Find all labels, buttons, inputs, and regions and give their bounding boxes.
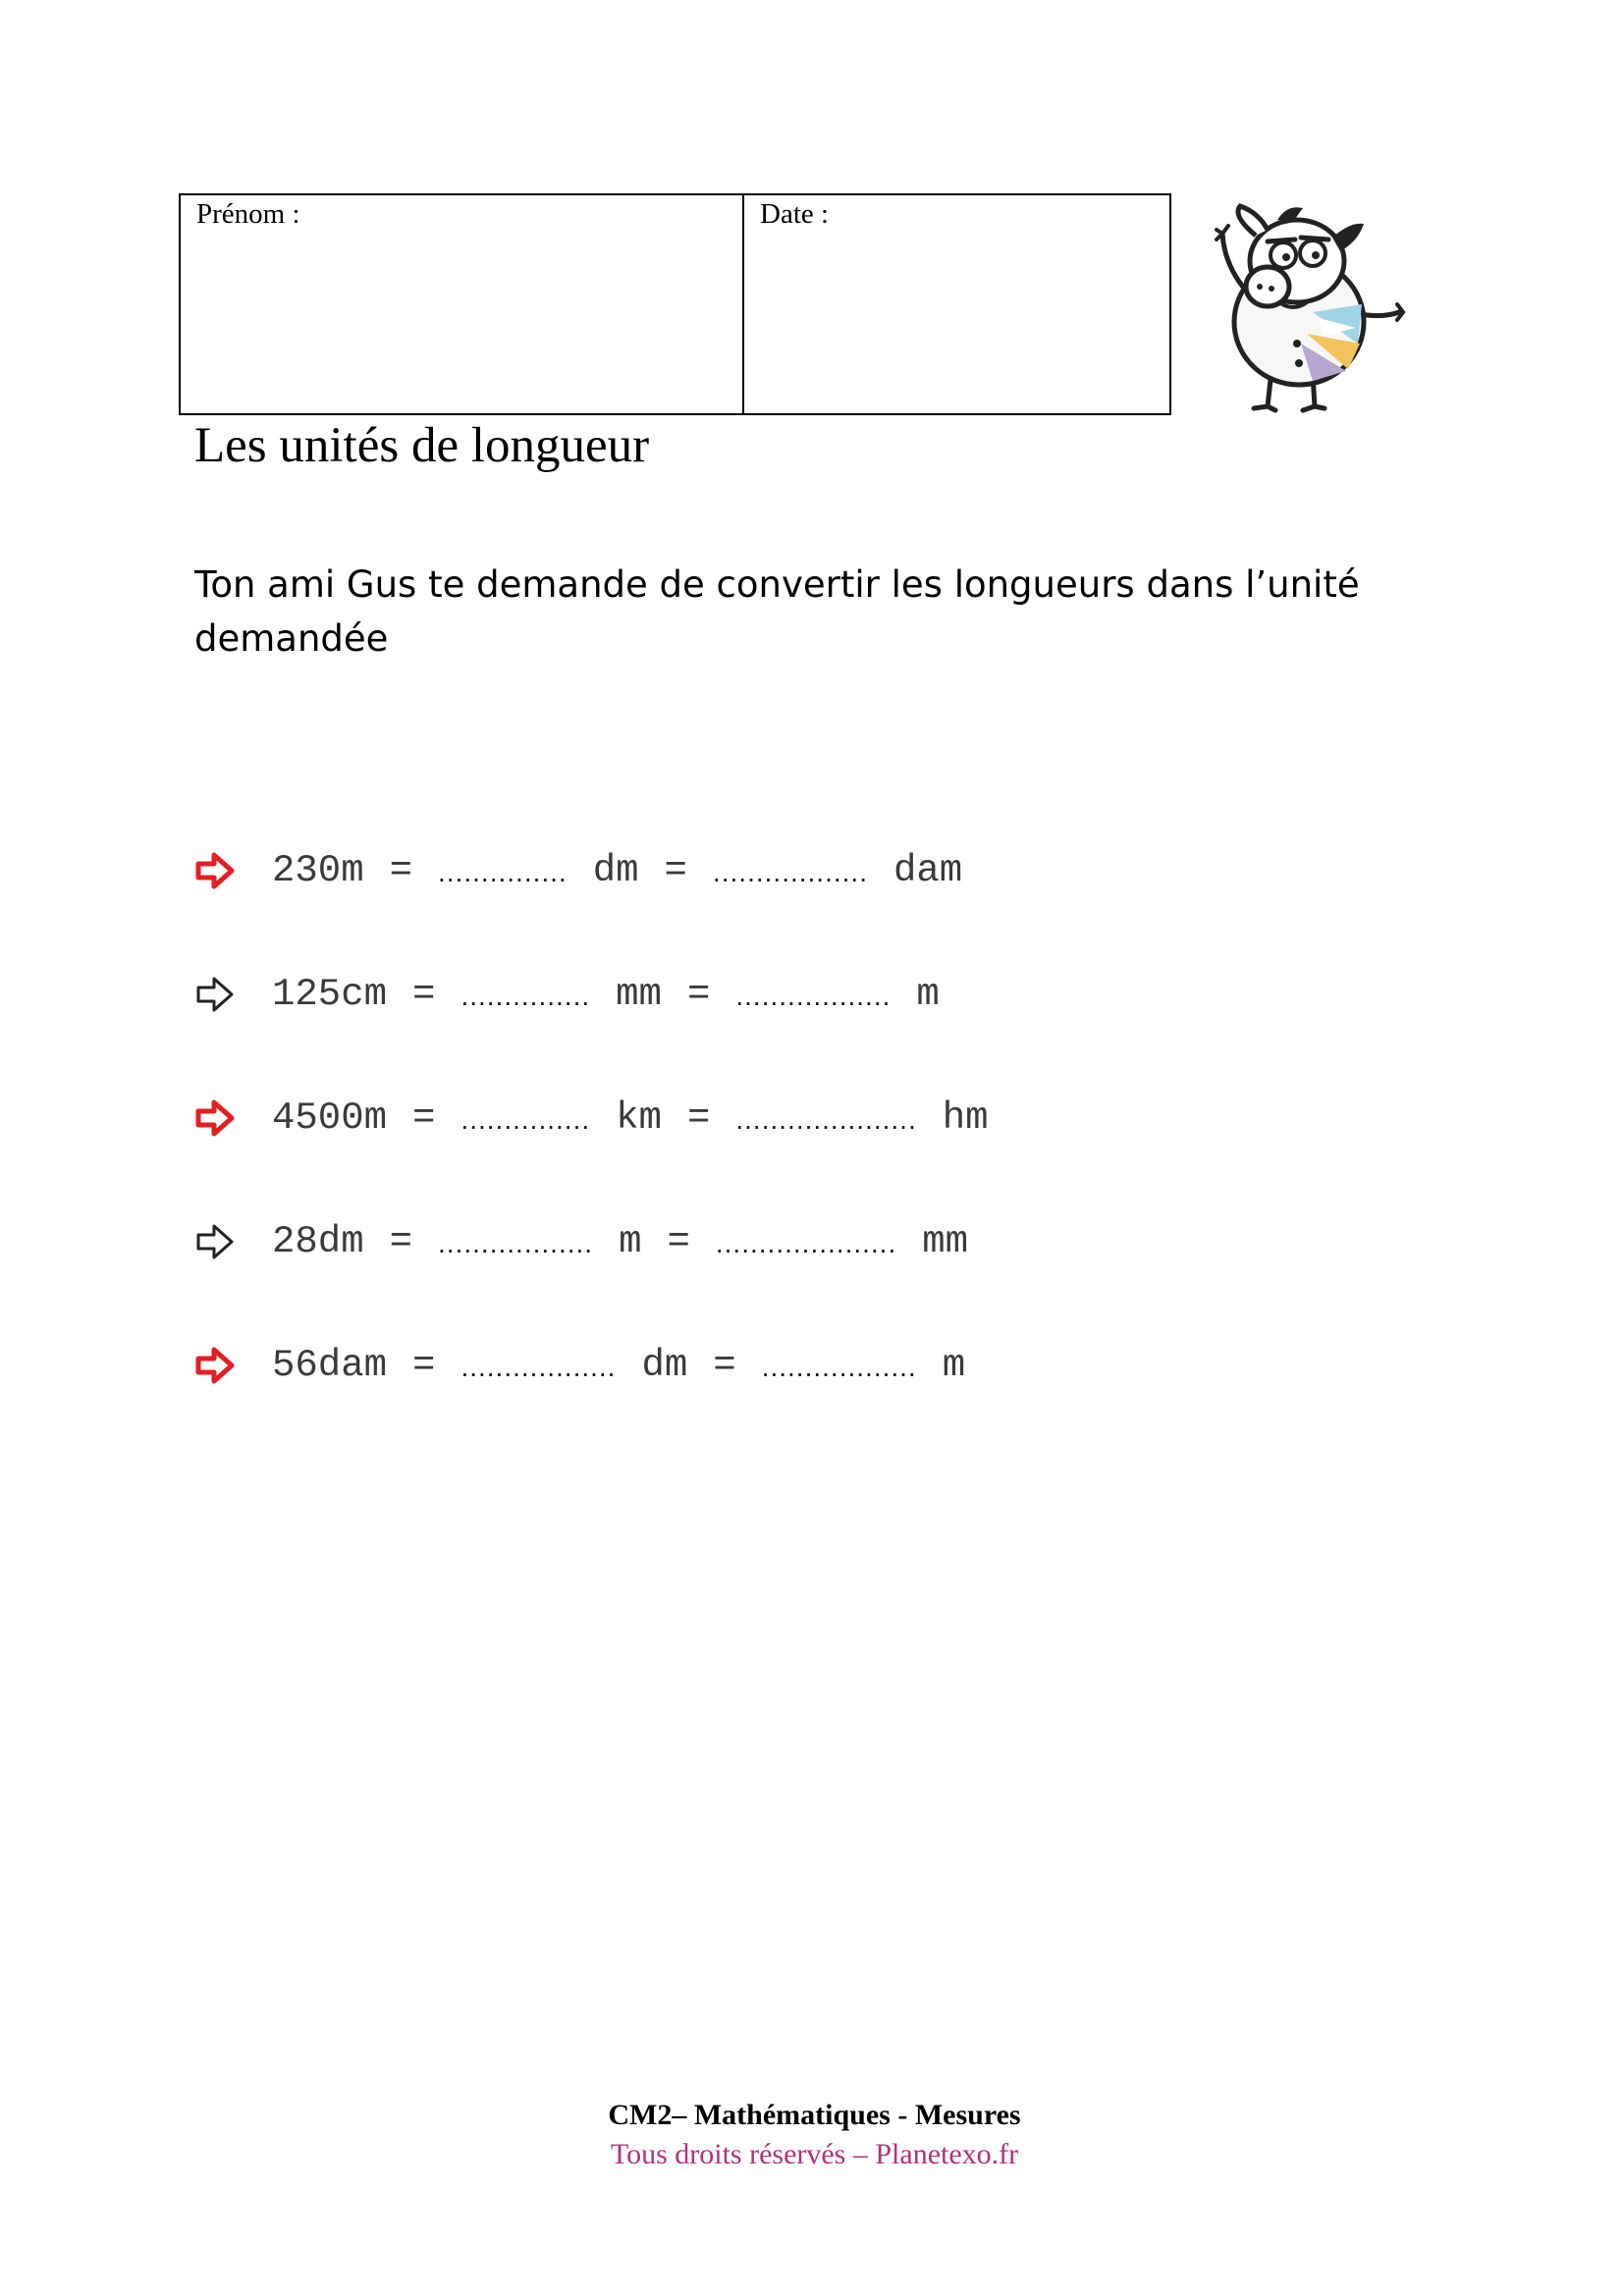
- target-unit-2: m: [916, 973, 940, 1016]
- student-info-table: [179, 193, 1171, 415]
- gus-mascot-illustration: [1203, 196, 1411, 416]
- page-title: Les unités de longueur: [194, 418, 650, 473]
- equals-sign: =: [412, 973, 436, 1016]
- answer-blank-2[interactable]: .....................: [735, 1104, 917, 1135]
- target-unit-2: mm: [922, 1220, 969, 1263]
- exercise-value: 4500m: [272, 1096, 388, 1140]
- date-label: Date :: [760, 198, 830, 230]
- footer-subject: CM2– Mathématiques - Mesures: [608, 2099, 1021, 2131]
- exercise-row: [194, 1094, 989, 1143]
- equals-sign: =: [412, 1096, 436, 1140]
- name-label: Prénom :: [196, 198, 300, 230]
- arrow-right-icon: [194, 849, 238, 892]
- target-unit-1: dm: [592, 849, 639, 892]
- target-unit-1: m: [619, 1220, 642, 1263]
- exercise-value: 56dam: [272, 1344, 388, 1387]
- equals-sign: =: [686, 973, 711, 1016]
- instruction-text: Ton ami Gus te demande de convertir les longueurs dans l’unité demandée: [194, 563, 1360, 660]
- target-unit-1: mm: [616, 973, 662, 1016]
- answer-blank-2[interactable]: .....................: [715, 1228, 897, 1258]
- answer-blank-1[interactable]: ...............: [460, 981, 591, 1011]
- exercise-value: 230m: [272, 849, 364, 892]
- equals-sign: =: [686, 1096, 711, 1140]
- footer: [0, 2096, 1623, 2174]
- answer-blank-2[interactable]: ..................: [735, 981, 892, 1011]
- target-unit-2: m: [942, 1344, 966, 1387]
- arrow-right-icon: [194, 1344, 238, 1387]
- target-unit-2: hm: [942, 1096, 989, 1140]
- arrow-right-icon: [194, 1220, 238, 1263]
- exercise-row: [194, 970, 940, 1019]
- date-cell[interactable]: [744, 195, 1169, 413]
- equals-sign: =: [667, 1220, 690, 1263]
- equals-sign: =: [389, 849, 413, 892]
- exercise-row: [194, 846, 962, 895]
- answer-blank-1[interactable]: ...............: [438, 857, 568, 887]
- equals-sign: =: [412, 1344, 436, 1387]
- exercise-row: [194, 1217, 968, 1266]
- target-unit-1: km: [616, 1096, 662, 1140]
- equals-sign: =: [713, 1344, 736, 1387]
- answer-blank-2[interactable]: ..................: [761, 1352, 917, 1382]
- equals-sign: =: [664, 849, 687, 892]
- target-unit-1: dm: [641, 1344, 688, 1387]
- name-cell[interactable]: [181, 195, 744, 413]
- answer-blank-2[interactable]: ..................: [712, 857, 868, 887]
- answer-blank-1[interactable]: ..................: [460, 1352, 617, 1382]
- footer-copyright: Tous droits réservés – Planetexo.fr: [610, 2138, 1019, 2170]
- arrow-right-icon: [194, 1096, 238, 1140]
- exercise-value: 125cm: [272, 973, 388, 1016]
- arrow-right-icon: [194, 973, 238, 1016]
- answer-blank-1[interactable]: ..................: [438, 1228, 594, 1258]
- answer-blank-1[interactable]: ...............: [460, 1104, 591, 1135]
- target-unit-2: dam: [893, 849, 963, 892]
- equals-sign: =: [389, 1220, 413, 1263]
- exercise-row: [194, 1341, 965, 1390]
- exercise-value: 28dm: [272, 1220, 364, 1263]
